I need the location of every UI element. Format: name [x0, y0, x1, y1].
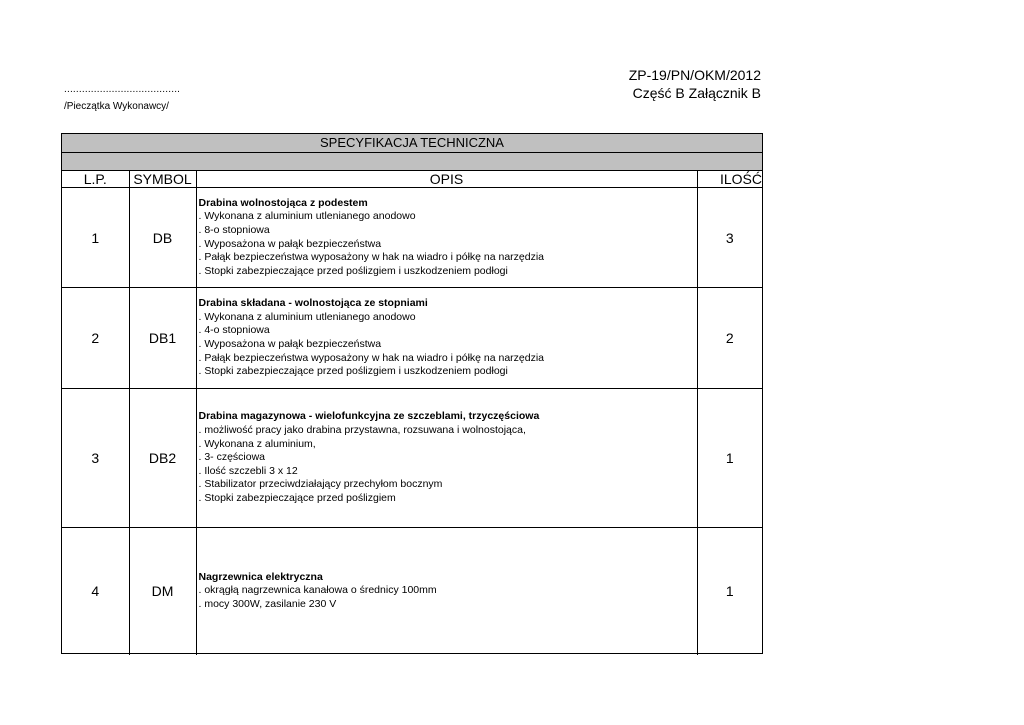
table-row — [62, 389, 762, 528]
description-line: . Ilość szczebli 3 x 12 — [198, 464, 298, 477]
description-line: . Wyposażona w pałąk bezpieczeństwa — [198, 237, 382, 250]
description-line: . okrągłą nagrzewnica kanałowa o średnicy 100mm — [198, 584, 437, 597]
row-description — [196, 188, 697, 288]
description-line: . Wykonana z aluminium utlenianego anodowo — [198, 210, 416, 223]
spec-title: SPECYFIKACJA TECHNICZNA — [62, 134, 762, 153]
table-row — [62, 528, 762, 655]
description-line: . 8-o stopniowa — [198, 223, 270, 236]
description-line: . mocy 300W, zasilanie 230 V — [198, 598, 337, 611]
table-row — [62, 188, 762, 288]
row-lp: 3 — [62, 389, 129, 528]
row-quantity: 1 — [697, 528, 762, 655]
row-description — [196, 288, 697, 389]
row-lp: 4 — [62, 528, 129, 655]
document-code: ZP-19/PN/OKM/2012 — [628, 67, 761, 83]
spec-grid — [62, 171, 762, 655]
description-line: . 3- częściowa — [198, 451, 266, 464]
description-line: . Wyposażona w pałąk bezpieczeństwa — [198, 338, 382, 350]
document-part: Część B Załącznik B — [632, 85, 761, 101]
description-line: . Stabilizator przeciwdziałający przechyłom bocznym — [198, 478, 443, 491]
row-symbol: DB2 — [129, 389, 196, 528]
row-quantity: 1 — [697, 389, 762, 528]
description-line: . Stopki zabezpieczające przed poślizgiem — [198, 491, 396, 504]
description-line: . Stopki zabezpieczające przed poślizgiem i uszkodzeniem podłogi — [198, 365, 508, 378]
description-line: . Wykonana z aluminium utlenianego anodowo — [198, 310, 416, 323]
header-row — [62, 171, 762, 188]
table-row — [62, 288, 762, 389]
description-title: Drabina składana - wolnostojąca ze stopniami — [198, 297, 428, 310]
col-header-lp: L.P. — [62, 171, 129, 188]
row-symbol: DB — [129, 188, 196, 288]
row-description — [196, 528, 697, 655]
row-quantity: 3 — [697, 188, 762, 288]
description-title: Drabina magazynowa - wielofunkcyjna ze szczeblami, trzyczęściowa — [198, 410, 540, 423]
col-header-ilosc: ILOŚĆ — [697, 171, 762, 188]
specification-table — [61, 133, 763, 654]
row-lp: 1 — [62, 188, 129, 288]
description-title: Drabina wolnostojąca z podestem — [198, 196, 368, 209]
description-line: . 4-o stopniowa — [198, 324, 270, 337]
description-line: . Stopki zabezpieczające przed poślizgiem i uszkodzeniem podłogi — [198, 264, 508, 277]
spec-gap-row — [62, 153, 762, 171]
description-line: . Wykonana z aluminium, — [198, 437, 316, 450]
row-symbol: DM — [129, 528, 196, 655]
stamp-label: /Pieczątka Wykonawcy/ — [64, 101, 169, 112]
col-header-symbol: SYMBOL — [129, 171, 196, 188]
description-line: . Pałąk bezpieczeństwa wyposażony w hak na wiadro i półkę na narzędzia — [198, 251, 545, 264]
description-line: . Pałąk bezpieczeństwa wyposażony w hak na wiadro i półkę na narzędzia — [198, 351, 545, 364]
description-line: . możliwość pracy jako drabina przystawna, rozsuwana i wolnostojąca, — [198, 424, 526, 437]
col-header-opis: OPIS — [196, 171, 697, 188]
row-description — [196, 389, 697, 528]
description-title: Nagrzewnica elektryczna — [198, 570, 323, 583]
row-quantity: 2 — [697, 288, 762, 389]
stamp-placeholder-dots: ....................................... — [64, 84, 181, 95]
row-lp: 2 — [62, 288, 129, 389]
row-symbol: DB1 — [129, 288, 196, 389]
